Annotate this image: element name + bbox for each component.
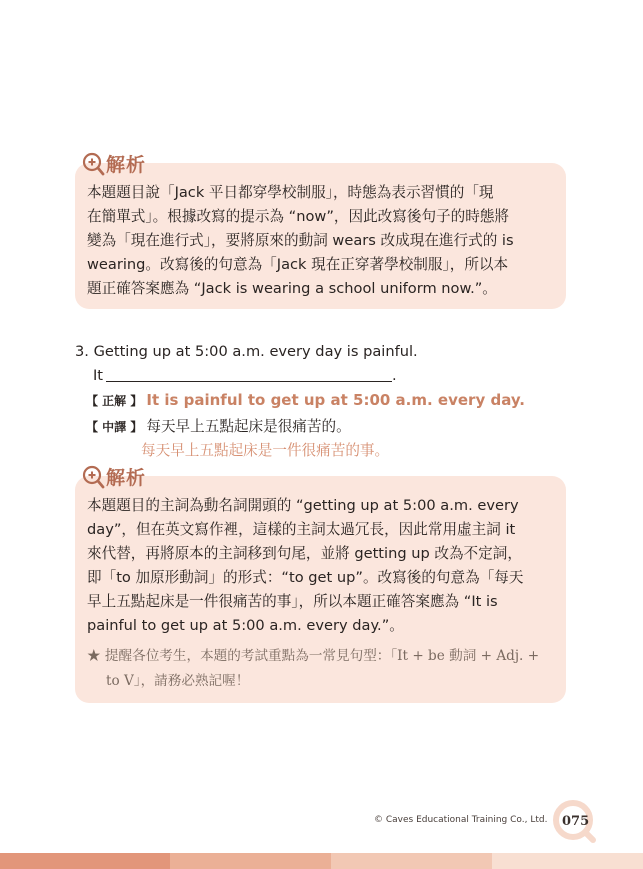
analysis-line: 在簡單式」。根據改寫的提示為 “now”，因此改寫後句子的時態將 [87, 208, 510, 225]
rewrite-end: . [392, 367, 397, 384]
analysis-text-2 [87, 494, 555, 638]
analysis-line: 來代替，再將原本的主詞移到句尾，並將 getting up 改為不定詞， [87, 545, 522, 562]
question-prompt: 3. Getting up at 5:00 a.m. every day is painful. [75, 343, 418, 360]
analysis-heading-2 [82, 463, 146, 490]
magnifier-plus-icon [82, 152, 104, 176]
answer-blank [106, 381, 392, 382]
analysis-line: wearing。改寫後的句意為「Jack 現在正穿著學校制服」，所以本 [87, 256, 509, 273]
analysis-title: 解析 [106, 467, 147, 489]
analysis-line: 本題題目的主詞為動名詞開頭的 “getting up at 5:00 a.m. every [87, 497, 519, 514]
translation-tag: 【 中譯 】 [86, 420, 143, 434]
exam-tip [87, 644, 555, 694]
analysis-line: day”，但在英文寫作裡，這樣的主詞太過冗長，因此常用虛主詞 it [87, 521, 516, 538]
analysis-box-2 [75, 476, 566, 703]
tip-line-2: to V」，請務必熟記喔！ [106, 673, 250, 689]
translation-1: 每天早上五點起床是很痛苦的。 [146, 418, 351, 435]
analysis-line: 本題題目說「Jack 平日都穿學校制服」，時態為表示習慣的「現 [87, 184, 494, 201]
footer-bar-4 [492, 853, 643, 869]
tip-line-1: ★ 提醒各位考生，本題的考試重點為一常見句型：「It + be 動詞 + Adj. + [87, 648, 540, 664]
rewrite-start: It [93, 367, 104, 384]
analysis-heading-1 [82, 150, 146, 177]
page-number: 075 [562, 814, 590, 829]
translation-row [86, 415, 351, 436]
translation-2: 每天早上五點起床是一件很痛苦的事。 [141, 442, 390, 459]
answer-row [86, 391, 525, 409]
analysis-text-1 [87, 181, 555, 301]
correct-answer: It is painful to get up at 5:00 a.m. every day. [146, 391, 525, 409]
footer-bar-1 [0, 853, 170, 869]
analysis-line: 早上五點起床是一件很痛苦的事」，所以本題正確答案應為 “It is [87, 593, 498, 610]
analysis-line: 變為「現在進行式」，要將原來的動詞 wears 改成現在進行式的 is [87, 232, 514, 249]
magnifier-plus-icon [82, 465, 104, 489]
analysis-title: 解析 [106, 154, 147, 176]
analysis-line: 題正確答案應為 “Jack is wearing a school uniform now.”。 [87, 280, 497, 297]
footer-bar-3 [331, 853, 492, 869]
analysis-line: painful to get up at 5:00 a.m. every day.”。 [87, 617, 404, 634]
footer-bar-2 [170, 853, 331, 869]
analysis-box-1 [75, 163, 566, 309]
copyright-text: © Caves Educational Training Co., Ltd. [374, 815, 548, 825]
answer-tag: 【 正解 】 [86, 394, 143, 408]
analysis-line: 即「to 加原形動詞」的形式：“to get up”。改寫後的句意為「每天 [87, 569, 524, 586]
